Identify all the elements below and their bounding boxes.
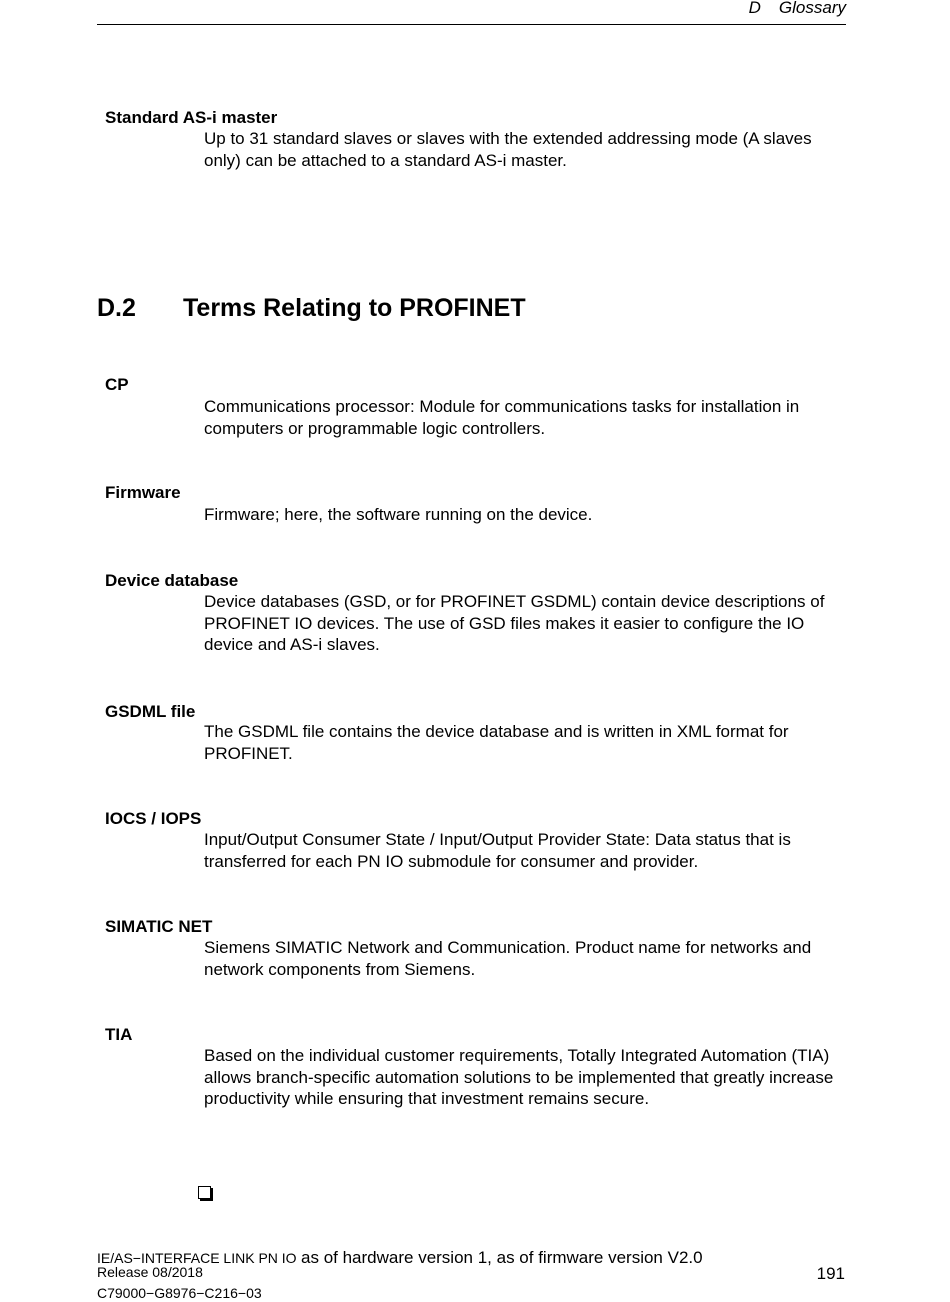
glossary-definition-tia: Based on the individual customer requirements, Totally Integrated Automation (TIA) allows branch-specific automation solutions to be implemented that greatly increase productivity while ensuring that investment remains secure.: [204, 1046, 834, 1108]
section-title: Terms Relating to PROFINET: [183, 294, 526, 322]
glossary-definition-cp: Communications processor: Module for communications tasks for installation in computers or programmable logic controllers.: [204, 397, 800, 438]
header-title: Glossary: [778, 0, 846, 17]
footer-product: IE/AS−INTERFACE LINK PN IO: [97, 1250, 297, 1266]
glossary-term-standard-asi-master: Standard AS-i master: [105, 108, 278, 127]
footer-version: as of hardware version 1, as of firmware version V2.0: [301, 1248, 703, 1267]
glossary-term-simatic-net: SIMATIC NET: [105, 917, 213, 936]
glossary-definition-simatic-net: Siemens SIMATIC Network and Communication. Product name for networks and network components from Siemens.: [204, 938, 812, 979]
glossary-term-iocs-iops: IOCS / IOPS: [105, 809, 202, 828]
glossary-term-device-database: Device database: [105, 571, 239, 590]
header-chapter: D: [748, 0, 761, 17]
section-number: D.2: [97, 294, 136, 322]
glossary-term-tia: TIA: [105, 1025, 133, 1044]
page-number: 191: [816, 1264, 845, 1283]
glossary-definition-iocs-iops: Input/Output Consumer State / Input/Output Provider State: Data status that is transferred for each PN IO submodule for consumer and provider.: [204, 830, 791, 871]
footer-document-code: C79000−G8976−C216−03: [97, 1285, 262, 1301]
header-text: [749, 0, 846, 18]
end-of-section-box-icon: [198, 1186, 211, 1199]
footer-release: Release 08/2018: [97, 1264, 203, 1280]
glossary-term-gsdml-file: GSDML file: [105, 702, 196, 721]
glossary-definition-gsdml-file: The GSDML file contains the device database and is written in XML format for PROFINET.: [204, 722, 789, 763]
glossary-definition-device-database: Device databases (GSD, or for PROFINET GSDML) contain device descriptions of PROFINET IO devices. The use of GSD files makes it easier to configure the IO device and AS-i slaves.: [204, 592, 825, 654]
glossary-definition-standard-asi-master: Up to 31 standard slaves or slaves with the extended addressing mode (A slaves only) can be attached to a standard AS-i master.: [204, 129, 812, 170]
section-heading: [97, 294, 526, 323]
glossary-term-firmware: Firmware: [105, 483, 181, 502]
glossary-term-cp: CP: [105, 375, 129, 394]
page-header: [97, 0, 846, 25]
glossary-definition-firmware: Firmware; here, the software running on the device.: [204, 505, 593, 524]
